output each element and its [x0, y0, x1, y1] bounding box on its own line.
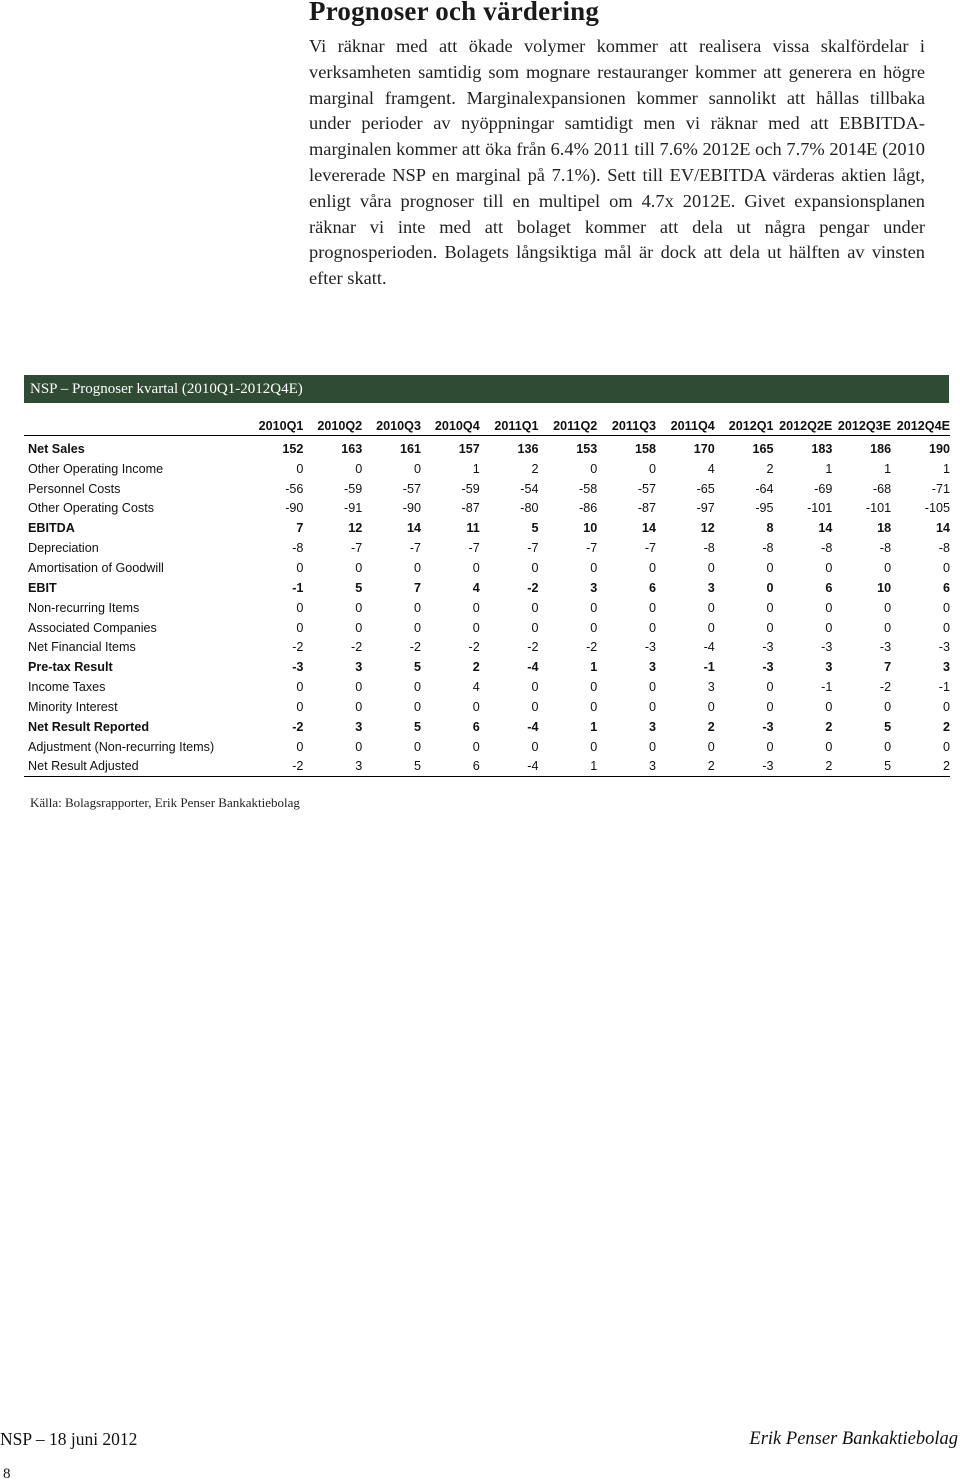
source-note: Källa: Bolagsrapporter, Erik Penser Bankaktiebolag — [30, 795, 300, 810]
table-cell: 5 — [355, 580, 363, 595]
table-cell: -2 — [527, 640, 539, 655]
table-cell: 0 — [355, 560, 363, 575]
column-header: 2011Q4 — [656, 410, 715, 436]
table-cell: 3 — [707, 580, 715, 595]
table-cell: 14 — [818, 521, 833, 536]
table-cell: 186 — [870, 441, 892, 456]
table-title-bar — [24, 375, 949, 403]
table-cell: -59 — [461, 481, 480, 496]
column-header: 2011Q2 — [539, 410, 598, 436]
table-cell: 2 — [942, 719, 950, 734]
row-label: Depreciation — [28, 541, 99, 556]
table-cell: -68 — [872, 481, 892, 496]
table-cell: -64 — [755, 481, 774, 496]
table-cell: 0 — [413, 461, 421, 476]
row-label: Other Operating Costs — [28, 501, 154, 516]
table-cell: -58 — [579, 481, 598, 496]
table-cell: 0 — [531, 680, 539, 695]
table-cell: 1 — [590, 719, 598, 734]
table-cell: 2 — [825, 719, 833, 734]
table-cell: 4 — [472, 580, 480, 595]
table-cell: 0 — [472, 560, 480, 575]
table-cell: 0 — [884, 699, 892, 714]
page-number: 8 — [3, 1466, 11, 1482]
table-row — [24, 518, 950, 538]
row-label: Net Sales — [28, 441, 85, 456]
table-cell: 0 — [649, 699, 657, 714]
table-cell: -69 — [814, 481, 833, 496]
table-cell: -3 — [821, 640, 833, 655]
table-cell: 14 — [406, 521, 421, 536]
table-cell: 0 — [707, 739, 715, 754]
table-row — [24, 717, 950, 737]
table-row — [24, 677, 950, 697]
table-row — [24, 737, 950, 757]
table-cell: -8 — [292, 541, 304, 556]
table-cell: 8 — [766, 521, 774, 536]
table-cell: 5 — [884, 719, 892, 734]
table-cell: -3 — [715, 757, 774, 777]
table-cell: 153 — [576, 441, 598, 456]
row-label: EBIT — [28, 580, 57, 595]
table-cell: -57 — [402, 481, 421, 496]
table-row — [24, 618, 950, 638]
table-cell: 0 — [942, 620, 950, 635]
table-cell: -1 — [938, 680, 950, 695]
table-cell: 6 — [472, 719, 480, 734]
table-cell: -3 — [879, 640, 892, 655]
table-cell: 0 — [766, 739, 774, 754]
table-cell: -80 — [520, 501, 539, 516]
table-cell: 0 — [355, 461, 363, 476]
table-cell: 0 — [413, 600, 421, 615]
table-cell: 0 — [355, 600, 363, 615]
row-label: Other Operating Income — [28, 461, 164, 476]
table-cell: -59 — [344, 481, 363, 496]
table-cell: 0 — [942, 560, 950, 575]
table-cell: 0 — [942, 699, 950, 714]
table-cell: 5 — [413, 660, 421, 675]
table-cell: 165 — [752, 441, 774, 456]
table-cell: -95 — [755, 501, 774, 516]
table-cell: 0 — [884, 739, 892, 754]
column-header: 2010Q4 — [421, 410, 480, 436]
table-cell: 1 — [539, 757, 598, 777]
table-cell: -3 — [762, 660, 774, 675]
table-cell: -4 — [527, 660, 539, 675]
table-cell: 10 — [583, 521, 598, 536]
table-cell: -2 — [351, 640, 363, 655]
table-cell: 0 — [413, 620, 421, 635]
table-cell: 0 — [413, 699, 421, 714]
table-cell: -3 — [644, 640, 657, 655]
table-cell: 0 — [472, 699, 480, 714]
table-cell: -7 — [351, 541, 363, 556]
column-header-label — [24, 410, 244, 436]
table-cell: 18 — [877, 521, 892, 536]
table-cell: 2 — [531, 461, 539, 476]
table-cell: -7 — [409, 541, 421, 556]
column-header: 2011Q3 — [597, 410, 656, 436]
table-row — [24, 578, 950, 598]
table-cell: -86 — [579, 501, 598, 516]
table-cell: -2 — [244, 757, 304, 777]
table-cell: 3 — [649, 660, 657, 675]
table-cell: 0 — [590, 620, 598, 635]
table-row — [24, 657, 950, 677]
table-cell: 0 — [766, 600, 774, 615]
table-cell: 161 — [399, 441, 421, 456]
table-cell: 170 — [693, 441, 715, 456]
row-label: Personnel Costs — [28, 481, 121, 496]
table-cell: 0 — [649, 739, 657, 754]
row-label: Associated Companies — [28, 620, 157, 635]
table-cell: -90 — [285, 501, 304, 516]
table-cell: -87 — [637, 501, 657, 516]
table-cell: 0 — [355, 620, 363, 635]
table-cell: 0 — [590, 600, 598, 615]
table-cell: 0 — [413, 680, 421, 695]
table-cell: 0 — [590, 461, 598, 476]
table-cell: 0 — [649, 461, 657, 476]
column-header: 2010Q2 — [303, 410, 362, 436]
table-cell: -2 — [879, 680, 892, 695]
footer-brand: Erik Penser Bankaktiebolag — [749, 1429, 958, 1449]
table-cell: -3 — [292, 660, 304, 675]
table-cell: 183 — [811, 441, 833, 456]
table-cell: -87 — [461, 501, 480, 516]
table-cell: -57 — [637, 481, 657, 496]
page-heading: Prognoser och värdering — [309, 0, 600, 26]
table-cell: 4 — [707, 461, 715, 476]
row-label: Net Result Reported — [28, 719, 150, 734]
table-cell: 0 — [884, 620, 892, 635]
table-cell: -2 — [292, 640, 304, 655]
table-cell: -4 — [527, 719, 539, 734]
table-cell: 7 — [296, 521, 304, 536]
table-cell: 4 — [472, 680, 480, 695]
table-cell: -3 — [762, 640, 774, 655]
table-cell: -8 — [821, 541, 833, 556]
table-cell: 1 — [825, 461, 833, 476]
row-label: Pre-tax Result — [28, 660, 113, 675]
column-header: 2012Q4E — [891, 410, 950, 436]
table-row — [24, 558, 950, 578]
forecast-table — [24, 410, 950, 777]
table-cell: -105 — [924, 501, 950, 516]
table-cell: 5 — [531, 521, 539, 536]
table-cell: 0 — [355, 739, 363, 754]
table-cell: 6 — [825, 580, 833, 595]
table-cell: 0 — [296, 739, 304, 754]
table-cell: 2 — [472, 660, 480, 675]
column-header: 2011Q1 — [480, 410, 539, 436]
column-header: 2010Q3 — [362, 410, 421, 436]
table-cell: 5 — [832, 757, 891, 777]
row-label: Net Result Adjusted — [24, 757, 244, 777]
table-cell: -1 — [292, 580, 304, 595]
table-cell: -2 — [527, 580, 539, 595]
table-cell: 0 — [355, 680, 363, 695]
table-cell: -91 — [344, 501, 363, 516]
table-cell: 0 — [825, 620, 833, 635]
table-cell: -3 — [938, 640, 950, 655]
table-cell: 0 — [296, 620, 304, 635]
table-cell: 6 — [942, 580, 950, 595]
body-paragraph: Vi räknar med att ökade volymer kommer att realisera vissa skalfördelar i verksamheten samtidig som mognare restauranger kommer att generera en högre marginal framgent. Marginalexpansionen kommer sannolikt att hållas tillbaka under perioder av nyöppningar samtidigt men vi räknar med att EBBITDA-marginalen kommer att öka från 6.4% 2011 till 7.6% 2012E och 7.7% 2014E (2010 levererade NSP en marginal på 7.1%). Sett till EV/EBITDA värderas aktien lågt, enligt våra prognoser till en multipel om 4.7x 2012E. Givet expansionsplanen räknar vi inte med att bolaget kommer att dela ut några pengar under prognosperioden. Bolagets långsiktiga mål är dock att dela ut hälften av vinsten efter skatt. — [309, 36, 925, 289]
table-cell: 0 — [649, 680, 657, 695]
row-label: Net Financial Items — [28, 640, 136, 655]
table-cell: 0 — [531, 699, 539, 714]
table-cell: 0 — [590, 699, 598, 714]
table-cell: -97 — [696, 501, 715, 516]
table-cell: 0 — [296, 461, 304, 476]
table-cell: 2 — [656, 757, 715, 777]
table-cell: 0 — [707, 620, 715, 635]
row-label: Income Taxes — [28, 680, 106, 695]
table-cell: 0 — [649, 600, 657, 615]
table-cell: 0 — [590, 560, 598, 575]
table-cell: -8 — [762, 541, 774, 556]
table-cell: 0 — [296, 680, 304, 695]
table-cell: 0 — [296, 699, 304, 714]
table-cell: 1 — [472, 461, 480, 476]
table-cell: 158 — [635, 441, 657, 456]
table-cell: 3 — [303, 757, 362, 777]
table-cell: 3 — [649, 719, 657, 734]
table-cell: -2 — [468, 640, 480, 655]
table-cell: 0 — [472, 739, 480, 754]
table-cell: 7 — [413, 580, 421, 595]
table-cell: -2 — [292, 719, 304, 734]
table-cell: 0 — [766, 620, 774, 635]
row-label: Amortisation of Goodwill — [28, 560, 164, 575]
table-cell: 152 — [282, 441, 304, 456]
table-cell: 0 — [649, 560, 657, 575]
table-cell: -101 — [807, 501, 833, 516]
table-cell: 3 — [825, 660, 833, 675]
table-cell: 1 — [942, 461, 950, 476]
table-cell: 0 — [766, 699, 774, 714]
table-cell: 0 — [825, 600, 833, 615]
table-cell: -7 — [468, 541, 480, 556]
table-cell: -54 — [520, 481, 539, 496]
table-cell: -1 — [821, 680, 833, 695]
table-cell: 3 — [942, 660, 950, 675]
table-title: NSP – Prognoser kvartal (2010Q1-2012Q4E) — [30, 381, 303, 397]
table-header-row — [24, 410, 950, 436]
table-cell: 0 — [355, 699, 363, 714]
table-cell: 6 — [649, 580, 657, 595]
column-header: 2012Q2E — [774, 410, 833, 436]
table-cell: 3 — [597, 757, 656, 777]
table-cell: 3 — [590, 580, 598, 595]
table-cell: 0 — [825, 699, 833, 714]
table-cell: 3 — [355, 719, 363, 734]
table-cell: 10 — [877, 580, 892, 595]
table-cell: -2 — [586, 640, 598, 655]
table-cell: -1 — [703, 660, 715, 675]
table-cell: 0 — [884, 560, 892, 575]
table-cell: 7 — [884, 660, 892, 675]
table-cell: -90 — [402, 501, 421, 516]
table-cell: 2 — [891, 757, 950, 777]
table-cell: 163 — [341, 441, 363, 456]
table-cell: 0 — [472, 600, 480, 615]
table-cell: -101 — [865, 501, 892, 516]
table-row — [24, 598, 950, 618]
table-cell: 0 — [531, 560, 539, 575]
table-row — [24, 459, 950, 479]
table-cell: -8 — [703, 541, 715, 556]
table-cell: 5 — [362, 757, 421, 777]
table-row — [24, 479, 950, 499]
column-header: 2012Q1 — [715, 410, 774, 436]
table-cell: 0 — [531, 620, 539, 635]
table-cell: -8 — [879, 541, 892, 556]
table-cell: 0 — [884, 600, 892, 615]
table-cell: 0 — [590, 739, 598, 754]
table-cell: 12 — [348, 521, 363, 536]
table-cell: -65 — [696, 481, 715, 496]
table-cell: 2 — [707, 719, 715, 734]
table-cell: 3 — [707, 680, 715, 695]
table-cell: 0 — [413, 560, 421, 575]
table-cell: 5 — [413, 719, 421, 734]
table-cell: 0 — [707, 560, 715, 575]
table-cell: -56 — [285, 481, 304, 496]
table-cell: 0 — [296, 560, 304, 575]
table-cell: 0 — [296, 600, 304, 615]
table-cell: -4 — [703, 640, 715, 655]
row-label: Minority Interest — [28, 699, 118, 714]
table-row — [24, 757, 950, 777]
table-cell: 0 — [942, 600, 950, 615]
table-cell: 0 — [413, 739, 421, 754]
table-cell: 190 — [928, 441, 950, 456]
table-body — [24, 436, 950, 777]
table-cell: 0 — [825, 560, 833, 575]
table-cell: 12 — [700, 521, 715, 536]
row-label: Non-recurring Items — [28, 600, 140, 615]
table-cell: -71 — [931, 481, 950, 496]
table-row — [24, 538, 950, 558]
table-row — [24, 637, 950, 657]
table-cell: 0 — [707, 699, 715, 714]
table-row — [24, 436, 950, 459]
table-cell: 0 — [590, 680, 598, 695]
column-header: 2012Q3E — [832, 410, 891, 436]
table-cell: 11 — [466, 521, 480, 536]
table-cell: 0 — [472, 620, 480, 635]
table-cell: -7 — [586, 541, 598, 556]
table-cell: 0 — [531, 600, 539, 615]
table-cell: 2 — [774, 757, 833, 777]
table-cell: 1 — [884, 461, 892, 476]
table-cell: 3 — [355, 660, 363, 675]
table-cell: 0 — [825, 739, 833, 754]
table-cell: 14 — [642, 521, 657, 536]
table-cell: -3 — [762, 719, 774, 734]
table-row — [24, 499, 950, 519]
table-cell: -7 — [527, 541, 539, 556]
table-cell: 14 — [935, 521, 950, 536]
table-cell: -4 — [480, 757, 539, 777]
table-cell: 0 — [649, 620, 657, 635]
table-cell: 2 — [766, 461, 774, 476]
row-label: EBITDA — [28, 521, 75, 536]
table-cell: 0 — [766, 580, 774, 595]
table-cell: 0 — [766, 680, 774, 695]
table-cell: -7 — [644, 541, 657, 556]
table-cell: 1 — [590, 660, 598, 675]
table-cell: 136 — [517, 441, 539, 456]
table-cell: -8 — [938, 541, 950, 556]
footer-left: NSP – 18 juni 2012 — [0, 1429, 138, 1449]
table-cell: 0 — [766, 560, 774, 575]
table-cell: 157 — [458, 441, 480, 456]
table-row — [24, 697, 950, 717]
table-cell: 0 — [531, 739, 539, 754]
table-cell: 6 — [421, 757, 480, 777]
table-cell: -2 — [409, 640, 421, 655]
row-label: Adjustment (Non-recurring Items) — [28, 739, 215, 754]
table-cell: 0 — [707, 600, 715, 615]
table-cell: 0 — [942, 739, 950, 754]
column-header: 2010Q1 — [244, 410, 304, 436]
